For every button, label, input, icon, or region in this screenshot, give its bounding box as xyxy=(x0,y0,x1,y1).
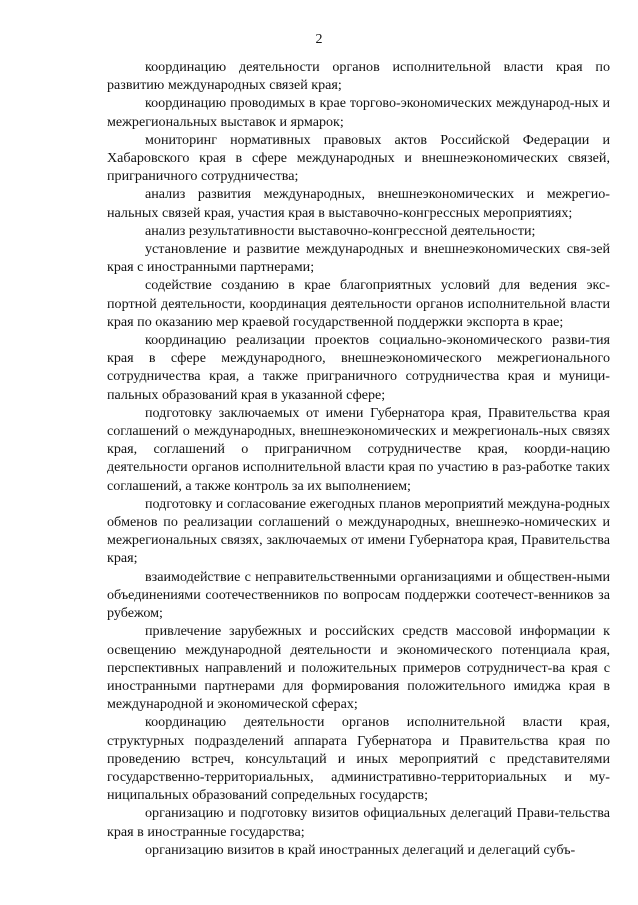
paragraph: взаимодействие с неправительственными организациями и обществен-ными объединениями соотечественников по вопросам поддержки соотечест-венников за рубежом; xyxy=(107,568,610,622)
paragraph: установление и развитие международных и внешнеэкономических свя-зей края с иностранными партнерами; xyxy=(107,241,610,276)
document-body xyxy=(107,58,610,859)
paragraph: координацию реализации проектов социально-экономического разви-тия края в сфере международного, внешнеэкономического межрегионального сотрудничества края, а также приграничного сотрудничества края и муници-пальных образований края в указанной сфере; xyxy=(107,332,610,403)
paragraph: координацию деятельности органов исполнительной власти края, структурных подразделений аппарата Губернатора и Правительства края по проведению встреч, консультаций и иных мероприятий с представителями государственно-территориальных, административно-территориальных и му-ниципальных образований сопредельных государств; xyxy=(107,714,610,804)
paragraph: организацию визитов в край иностранных делегаций и делегаций субъ- xyxy=(145,841,576,858)
paragraph: подготовку заключаемых от имени Губернатора края, Правительства края соглашений о международных, внешнеэкономических и межрегиональ-ных связях края, соглашений о приграничном сотрудничестве края, коорди-нацию деятельности органов исполнительной власти края по участию в раз-работке таких соглашений, а также контроль за их выполнением; xyxy=(107,404,610,494)
page-number: 2 xyxy=(315,32,323,47)
paragraph: мониторинг нормативных правовых актов Российской Федерации и Хабаровского края в сфере международных и внешнеэкономических связей, приграничного сотрудничества; xyxy=(107,131,610,185)
paragraph: содействие созданию в крае благоприятных условий для ведения экс-портной деятельности, координация деятельности органов исполнительной власти края по оказанию мер краевой государственной поддержки экспорта в крае; xyxy=(107,277,610,330)
paragraph: анализ результативности выставочно-конгрессной деятельности; xyxy=(145,222,536,239)
paragraph: подготовку и согласование ежегодных планов мероприятий междуна-родных обменов по реализации соглашений о международных, внешнеэко-номических и межрегиональных связях, заключаемых от имени Губернатора края, Правительства края; xyxy=(107,495,610,567)
paragraph: анализ развития международных, внешнеэкономических и межрегио-нальных связей края, участия края в выставочно-конгрессных мероприятиях; xyxy=(107,186,610,221)
paragraph: координацию проводимых в крае торгово-экономических международ-ных и межрегиональных выставок и ярмарок; xyxy=(107,95,610,130)
paragraph: организацию и подготовку визитов официальных делегаций Прави-тельства края в иностранные государства; xyxy=(107,805,610,840)
paragraph: привлечение зарубежных и российских средств массовой информации к освещению международной деятельности и экономического потенциала края, перспективных направлений и положительных примеров сотрудничест-ва края с иностранными партнерами для формирования положительного имиджа края в международной и экономической сферах; xyxy=(107,623,610,713)
paragraph: координацию деятельности органов исполнительной власти края по развитию международных связей края; xyxy=(107,59,610,94)
